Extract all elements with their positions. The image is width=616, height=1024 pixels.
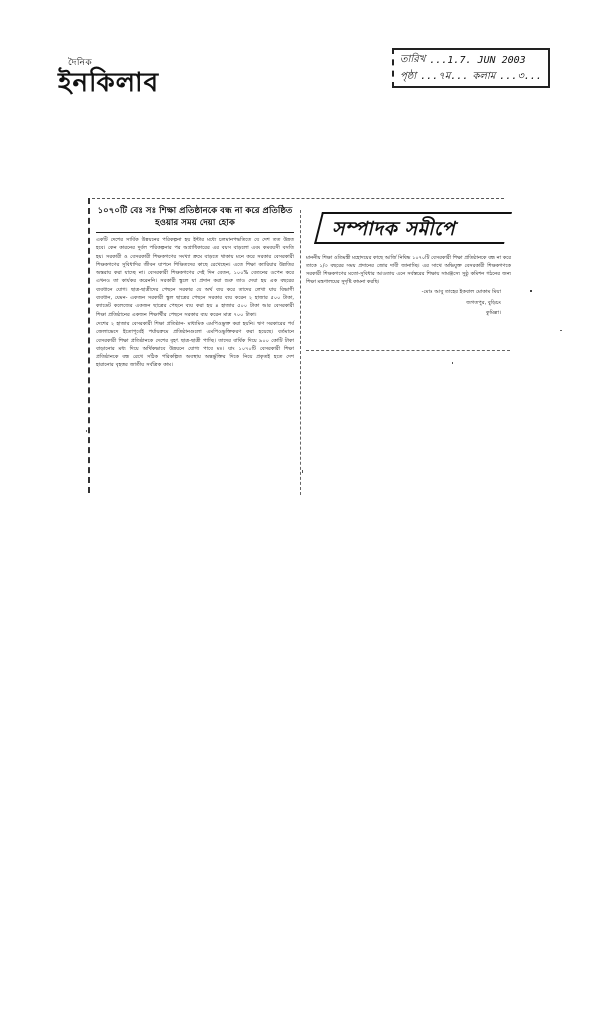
masthead-daily-label: দৈনিক	[68, 58, 93, 68]
stamp-page-label: পৃষ্ঠা	[400, 71, 417, 82]
clipping-date-stamp	[392, 48, 550, 88]
newspaper-masthead	[58, 58, 188, 98]
letter-signature-place: জগতপুর, বুড়িচং	[466, 299, 501, 306]
letter-body: মাননীয় শিক্ষা ওতিমন্ত্রী মহোদয়ের কাছে আর্জি নিষিদ্ধ ১০৭০টি বেসরকারী শিক্ষা প্রতিষ্ঠানকে বন্ধ না করে তাকে ১/৩ বছরের সময় প্রদানের জোর দাবী জানাচ্ছি। এর সাথে অভিযুক্ত বেসরকারী শিক্ষকগণকে সরকারী শিক্ষকগণের মতো-সুবিধার আওতায় এনে সর্বস্তরের শিক্ষায় সামঞ্জস্যে সুষ্ঠু কমিশন গঠনের জন্য শিক্ষা মন্ত্রণালয়ের সুদৃষ্টি কামনা করছি।	[306, 255, 511, 286]
clipping-top-border	[92, 198, 504, 199]
stamp-date-value: ...1.7. JUN 2003	[429, 55, 526, 66]
stamp-date-label: তারিখ	[400, 54, 426, 65]
letters-banner-title: সম্পাদক সমীপে	[332, 218, 456, 240]
article-headline: ১০৭০টি বেঃ সঃ শিক্ষা প্রতিষ্ঠানকে বন্ধ না করে প্রতিষ্ঠিত হওয়ার সময় দেয়া হোক	[96, 205, 294, 233]
letter-signature-district: কুমিল্লা।	[485, 310, 501, 317]
masthead-title: ইনকিলাব	[58, 68, 160, 98]
stamp-page-row	[400, 69, 542, 86]
stamp-date-row	[400, 52, 542, 69]
letter-bottom-border	[306, 350, 510, 351]
letter-to-editor	[306, 254, 511, 318]
stamp-column-label: কলাম	[472, 71, 496, 82]
letter-signature-name: -মোঃ আবু তাহের ইকবাল মোকাম মিয়া	[421, 289, 501, 296]
column-divider	[300, 210, 301, 495]
article-paragraph: দেশের ২ হাজার বেসরকারী শিক্ষা প্রতিষ্ঠান- মাধ্যমিক এমপিওভুক্ত করা হয়নি। ঋণ সরকারের পর্ব জেলাভেদে ইতোপূর্বেই পর্যায়ক্রমে প্রতিষ্ঠানগুলো এমপিওভুক্তিকরণ করা হয়েছে। বর্তমানে বেসরকারী শিক্ষা প্রতিষ্ঠানকে দেশের বৃহৎ ছাত্র-ছাত্রী পাচ্ছি। তাদের বার্ষিক দিয়ে ৯০০ কোটি টাকা বাড়ানোর মধ্য দিয়ে অর্থিকভাবে উন্নয়নে যোগ্য পাবে মঃ। যাং ১০৭০টি বেসরকারী শিক্ষা প্রতিষ্ঠানকে বন্ধ রেখে সঠিক পরিকল্পিত অবস্থায় অন্তর্ভুক্তির দিকে নিয়ে প্রকৃতই হতে দেশ হারানোর বৃহত্তর জাতীয় সর্বত্রিক কাম।	[96, 320, 294, 369]
article-column	[96, 205, 294, 371]
clipping-left-border	[88, 198, 90, 493]
stamp-column-value: ...৩...	[499, 71, 542, 82]
stamp-page-value: ...৭ম...	[420, 71, 469, 82]
article-paragraph: একটি দেশের সার্বিক উন্নয়নের পরিকল্পনা হয় ইন্টার মধ্যে চলমানপদ্ধতিতে যে দেশ তত উন্নত হবে। কেন কারনের দুর্বল পরিকল্পনার পর অগ্রাধিকারের এর বয়স বাড়লো এবং কমবয়সী বসতি হয়। সরকারী ও বেসরকারী শিক্ষকগণের সংখ্যা ক্রমে বাড়তে থাকায় মনে করে সরকার বেসরকারী শিক্ষকগণের সুবিধাদির জীবন যাপনে শিক্ষিতদের কাছে রেখেছেন। এতে শিক্ষা ক্যারিয়ার উন্নতির অন্তরায় করা যাচ্ছে না। বেসরকারী শিক্ষকগণের দেই দিন বেতন, ১০০% বেতনের ওপেন করে এখনও তা কার্যকর করেননি। সরকারী স্কুলে যা প্রদান করা শুরু তাও দেয়া হয় এক বছরের ব্যবধানে যোগ। ছাত্র-ছাত্রীদের পেছনে সরকার যে অর্থ ব্যয় করে তাদের লেখা যায় বিভাগী ব্যবধান, যেমন- একজন সরকারী স্কুল ছাত্রের পেছনে সরকার ব্যয় করেন ২ হাজার ৫০০ টাকা, ক্যাডেট কলেজের একজন ছাত্রের পেছনে ব্যয় করা হয় ৪ হাজার ৫০০ টাকা আর বেসরকারী শিক্ষা প্রতিষ্ঠানের একজন শিক্ষার্থীর পেছনে সরকার ব্যয় করেন মাত্র ৭০০ টাকা।	[96, 237, 294, 318]
